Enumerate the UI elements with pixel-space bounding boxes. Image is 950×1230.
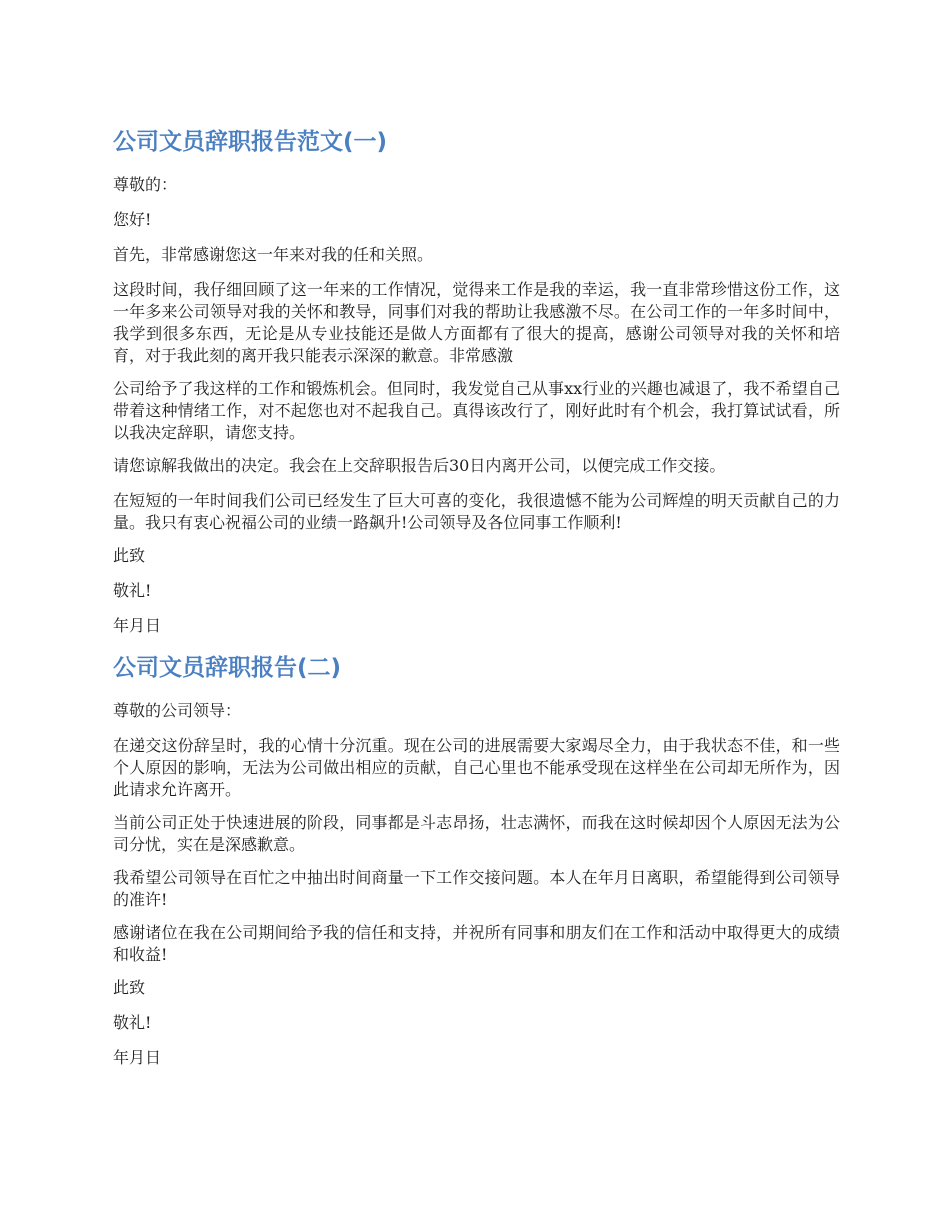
section-1-title: 公司文员辞职报告范文(一) (113, 129, 388, 155)
section-2-regards: 敬礼! (113, 1013, 152, 1032)
section-2-paragraph: 感谢诸位在我在公司期间给予我的信任和支持，并祝所有同事和朋友们在工作和活动中取得更大的成绩和收益! (113, 923, 840, 964)
section-2-paragraph: 我希望公司领导在百忙之中抽出时间商量一下工作交接问题。本人在年月日离职，希望能得到公司领导的准许! (113, 868, 840, 909)
section-1-paragraph: 请您谅解我做出的决定。我会在上交辞职报告后30日内离开公司，以便完成工作交接。 (113, 456, 726, 475)
section-2-title: 公司文员辞职报告(二) (113, 655, 342, 681)
section-1-paragraph: 公司给予了我这样的工作和锻炼机会。但同时，我发觉自己从事xx行业的兴趣也减退了，我不希望自己带着这种情绪工作，对不起您也对不起我自己。真得该改行了，刚好此时有个机会，我打算试试看，所以我决定辞职，请您支持。 (113, 379, 840, 442)
section-2-paragraph: 在递交这份辞呈时，我的心情十分沉重。现在公司的进展需要大家竭尽全力，由于我状态不佳，和一些个人原因的影响，无法为公司做出相应的贡献，自己心里也不能承受现在这样坐在公司却无所作为，因此请求允许离开。 (113, 736, 840, 799)
section-1-date: 年月日 (113, 616, 162, 635)
section-1-paragraph: 在短短的一年时间我们公司已经发生了巨大可喜的变化，我很遗憾不能为公司辉煌的明天贡献自己的力量。我只有衷心祝福公司的业绩一路飙升!公司领导及各位同事工作顺利! (113, 491, 840, 532)
section-1-regards: 敬礼! (113, 581, 152, 600)
section-1-closing: 此致 (113, 546, 146, 565)
section-1-salutation: 尊敬的： (113, 175, 178, 194)
section-1-greeting: 您好! (113, 210, 152, 229)
section-1-paragraph: 首先，非常感谢您这一年来对我的任和关照。 (113, 245, 434, 264)
section-2-date: 年月日 (113, 1048, 162, 1067)
document-body (113, 124, 840, 1082)
section-1-paragraph: 这段时间，我仔细回顾了这一年来的工作情况，觉得来工作是我的幸运，我一直非常珍惜这份工作，这一年多来公司领导对我的关怀和教导，同事们对我的帮助让我感激不尽。在公司工作的一年多时间中，我学到很多东西，无论是从专业技能还是做人方面都有了很大的提高，感谢公司领导对我的关怀和培育，对于我此刻的离开我只能表示深深的歉意。非常感激 (113, 280, 840, 365)
section-2-salutation: 尊敬的公司领导： (113, 701, 242, 720)
section-2-paragraph: 当前公司正处于快速进展的阶段，同事都是斗志昂扬，壮志满怀，而我在这时候却因个人原因无法为公司分忧，实在是深感歉意。 (113, 813, 840, 854)
section-2-closing: 此致 (113, 978, 146, 997)
